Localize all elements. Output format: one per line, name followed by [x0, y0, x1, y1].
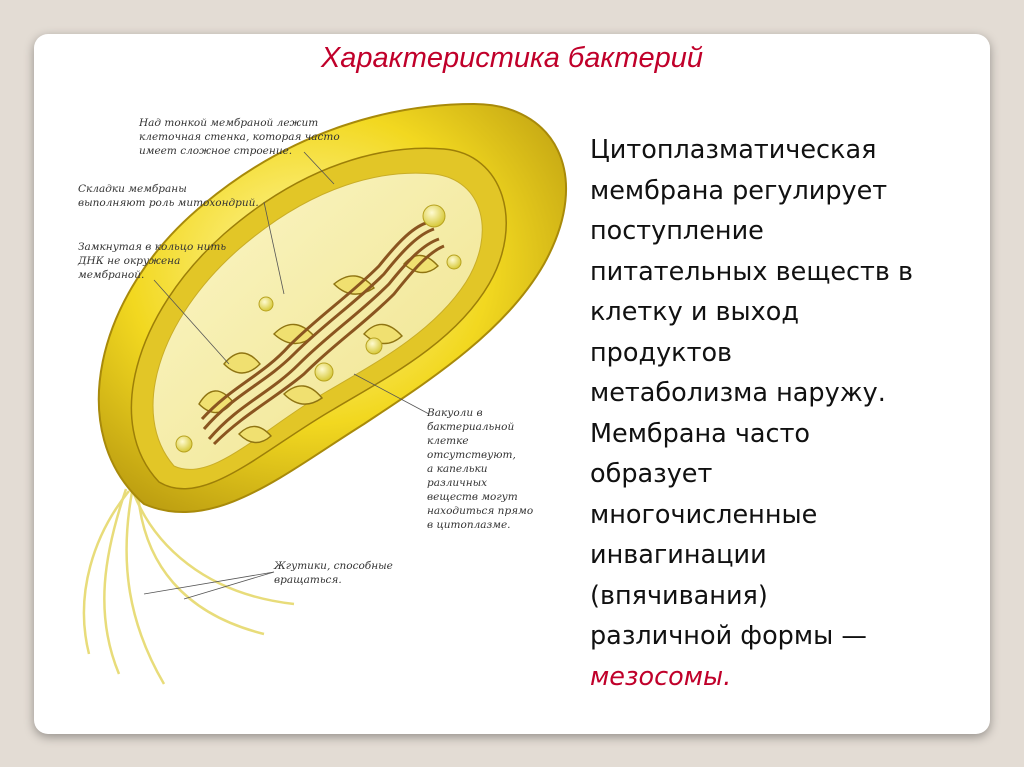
- svg-text:ДНК не окружена: ДНК не окружена: [78, 255, 181, 267]
- svg-text:Складки мембраны: Складки мембраны: [78, 183, 187, 195]
- mesosome-term: мезосомы.: [590, 661, 732, 692]
- svg-text:выполняют роль митохондрий.: выполняют роль митохондрий.: [78, 197, 259, 209]
- slide: [34, 34, 990, 734]
- svg-text:различных: различных: [427, 477, 488, 489]
- svg-text:клетке: клетке: [427, 435, 469, 447]
- svg-text:Над тонкой мембраной лежит: Над тонкой мембраной лежит: [139, 117, 319, 129]
- slide-title: Характеристика бактерий: [320, 42, 704, 74]
- description-main: Цитоплазматическая мембрана регулирует поступление питательных веществ в клетку и выход продуктов метаболизма наружу. Мембрана часто образует многочисленные инвагинации (впячивания) различной формы —: [590, 135, 914, 651]
- svg-text:клеточная стенка, которая част: клеточная стенка, которая часто: [139, 131, 340, 143]
- svg-text:мембраной.: мембраной.: [78, 269, 145, 281]
- svg-text:Замкнутая в кольцо нить: Замкнутая в кольцо нить: [78, 241, 227, 253]
- svg-text:а капельки: а капельки: [427, 463, 488, 475]
- svg-text:имеет сложное строение.: имеет сложное строение.: [139, 145, 293, 157]
- svg-text:веществ могут: веществ могут: [427, 491, 518, 503]
- description-text: [590, 130, 985, 697]
- svg-text:находиться прямо: находиться прямо: [427, 505, 534, 517]
- svg-text:Жгутики, способные: Жгутики, способные: [274, 560, 393, 572]
- svg-text:Вакуоли в: Вакуоли в: [427, 407, 483, 419]
- svg-text:отсутствуют,: отсутствуют,: [427, 449, 516, 461]
- svg-text:вращаться.: вращаться.: [274, 574, 342, 586]
- label-vacuole: [426, 407, 533, 531]
- svg-text:бактериальной: бактериальной: [427, 421, 515, 433]
- label-flagella: [273, 560, 393, 586]
- svg-text:в цитоплазме.: в цитоплазме.: [427, 519, 511, 531]
